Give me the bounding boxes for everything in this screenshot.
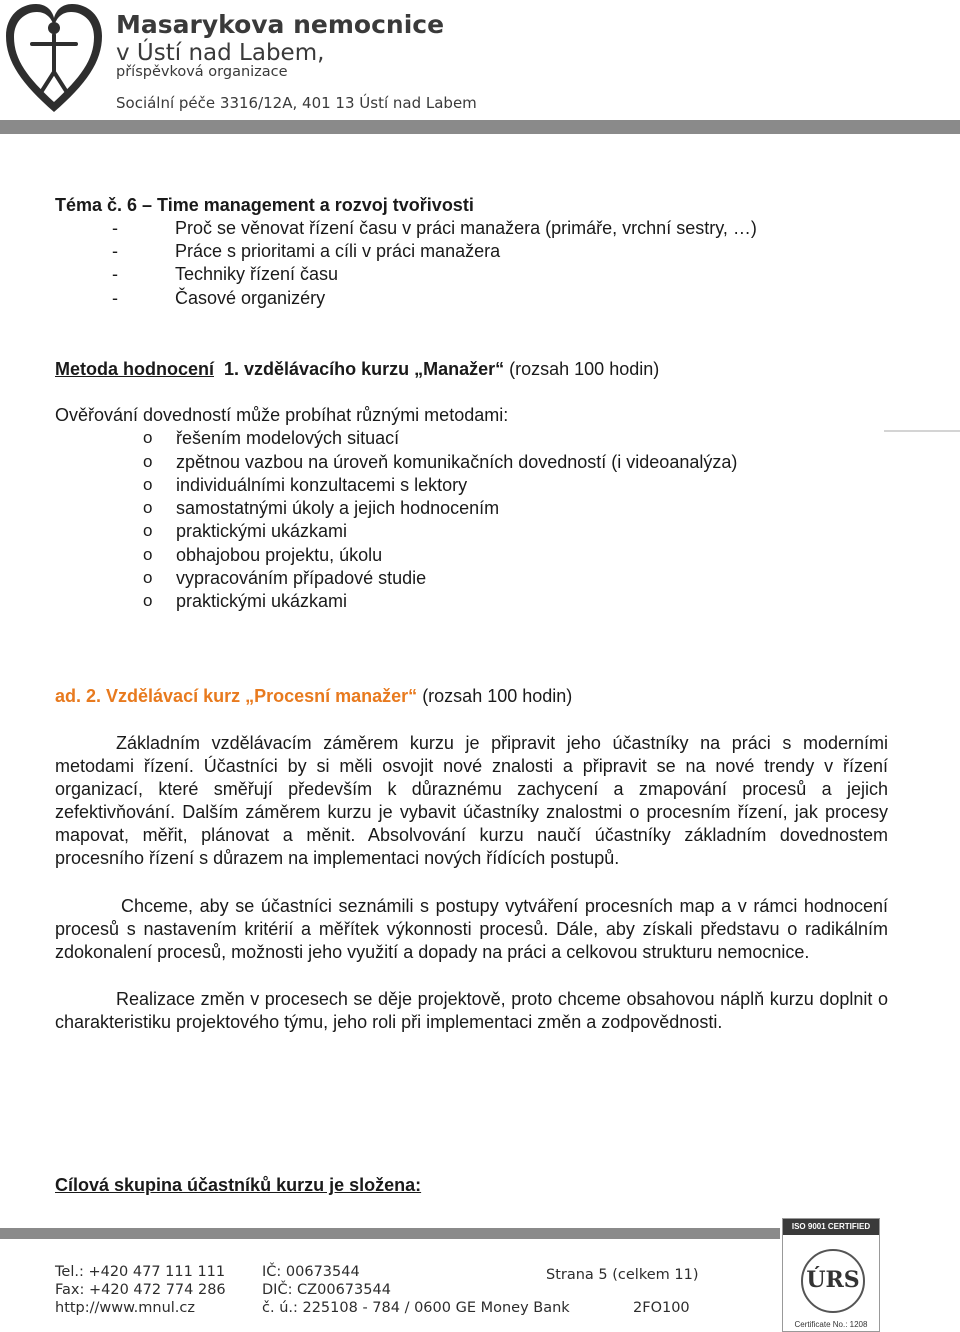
footer-doc-code: 2FO100	[633, 1300, 690, 1316]
footer-fax: Fax: +420 472 774 286	[55, 1282, 226, 1298]
bullet-marker: o	[143, 498, 153, 517]
footer-rule	[0, 1228, 780, 1239]
hospital-logo-icon	[2, 0, 106, 116]
method-heading-label: Metoda hodnocení	[55, 359, 214, 379]
iso-certificate-badge	[782, 1218, 880, 1332]
method-item: vypracováním případové studie	[176, 568, 427, 588]
method-heading	[55, 358, 659, 381]
footer-web-link[interactable]: http://www.mnul.cz	[55, 1300, 196, 1316]
method-item: samostatnými úkoly a jejich hodnocením	[176, 498, 500, 518]
bullet-marker: o	[143, 568, 153, 587]
course2-paragraph: Základním vzdělávacím záměrem kurzu je připravit jeho účastníky na práci s moderními metodami řízení. Účastníci by si měli osvojit nové znalosti a připravit se na nové trendy v řízení organizací, které směřují především k důraznému zachycení a zmapování procesů a jejich zefektivňování. Dalším záměrem kurzu je vybavit účastníky znalostmi o procesním řízení, jak procesy mapovat, měřit, plánovat a měnit. Absolvování kurzu naučí účastníky základním dovednostem procesního řízení s důrazem na implementaci nových řídících postupů.	[55, 733, 888, 869]
bullet-marker: o	[143, 452, 153, 471]
course2-paragraph: Realizace změn v procesech se děje projektově, proto chceme obsahovou náplň kurzu doplnit o charakteristiku projektového týmu, jeho roli při implementaci změn a zodpovědnosti.	[55, 989, 888, 1033]
footer-dic: DIČ: CZ00673544	[262, 1282, 391, 1298]
dash-marker: -	[112, 218, 118, 238]
cert-logo-icon: ÚRS	[801, 1249, 865, 1313]
course2-heading-range: (rozsah 100 hodin)	[422, 686, 573, 706]
margin-divider	[884, 430, 960, 432]
method-item: praktickými ukázkami	[176, 591, 348, 611]
org-address: Sociální péče 3316/12A, 401 13 Ústí nad Labem	[116, 94, 477, 112]
dash-marker: -	[112, 264, 118, 284]
dash-marker: -	[112, 288, 118, 308]
method-item: obhajobou projektu, úkolu	[176, 545, 383, 565]
bullet-marker: o	[143, 545, 153, 564]
topic-heading: Téma č. 6 – Time management a rozvoj tvořivosti	[55, 195, 474, 215]
header-rule	[0, 120, 960, 134]
footer-page-number: Strana 5 (celkem 11)	[546, 1267, 699, 1283]
footer-ico: IČ: 00673544	[262, 1264, 360, 1280]
bullet-marker: o	[143, 591, 153, 610]
method-item: individuálními konzultacemi s lektory	[176, 475, 468, 495]
org-city: v Ústí nad Labem,	[116, 40, 325, 66]
course2-heading	[55, 685, 572, 708]
course2-paragraph: Chceme, aby se účastníci seznámili s postupy vytváření procesních map a v rámci hodnocení procesů s nastavením kritérií a měřítek výkonnosti procesů. Dále, aby získali představu o radikálním zdokonalení procesů, možnosti jeho využití a dopady na práci a celkovou strukturu nemocnice.	[55, 896, 888, 963]
method-heading-range: (rozsah 100 hodin)	[509, 359, 660, 379]
org-type: příspěvková organizace	[116, 64, 288, 80]
dash-marker: -	[112, 241, 118, 261]
topic-item: Časové organizéry	[175, 288, 326, 308]
method-item: zpětnou vazbou na úroveň komunikačních dovedností (i videoanalýza)	[176, 452, 738, 472]
target-group-heading: Cílová skupina účastníků kurzu je složena:	[55, 1175, 422, 1195]
footer-tel: Tel.: +420 477 111 111	[55, 1264, 226, 1280]
method-intro: Ověřování dovedností může probíhat různými metodami:	[55, 405, 509, 425]
topic-item: Techniky řízení času	[175, 264, 339, 284]
cert-title: ISO 9001 CERTIFIED ORGANIZATION	[783, 1219, 879, 1235]
method-item: řešením modelových situací	[176, 428, 400, 448]
course2-heading-title: ad. 2. Vzdělávací kurz „Procesní manažer“	[55, 686, 418, 706]
bullet-marker: o	[143, 475, 153, 494]
cert-number: Certificate No.: 1208	[794, 1320, 868, 1329]
method-item: praktickými ukázkami	[176, 521, 348, 541]
topic-item: Proč se věnovat řízení času v práci manažera (primáře, vrchní sestry, …)	[175, 218, 757, 238]
footer-account: č. ú.: 225108 - 784 / 0600 GE Money Bank	[262, 1300, 570, 1316]
org-name: Masarykova nemocnice	[116, 10, 445, 39]
bullet-marker: o	[143, 428, 153, 447]
method-heading-course: 1. vzdělávacího kurzu „Manažer“	[224, 359, 505, 379]
topic-item: Práce s prioritami a cíli v práci manažera	[175, 241, 501, 261]
bullet-marker: o	[143, 521, 153, 540]
